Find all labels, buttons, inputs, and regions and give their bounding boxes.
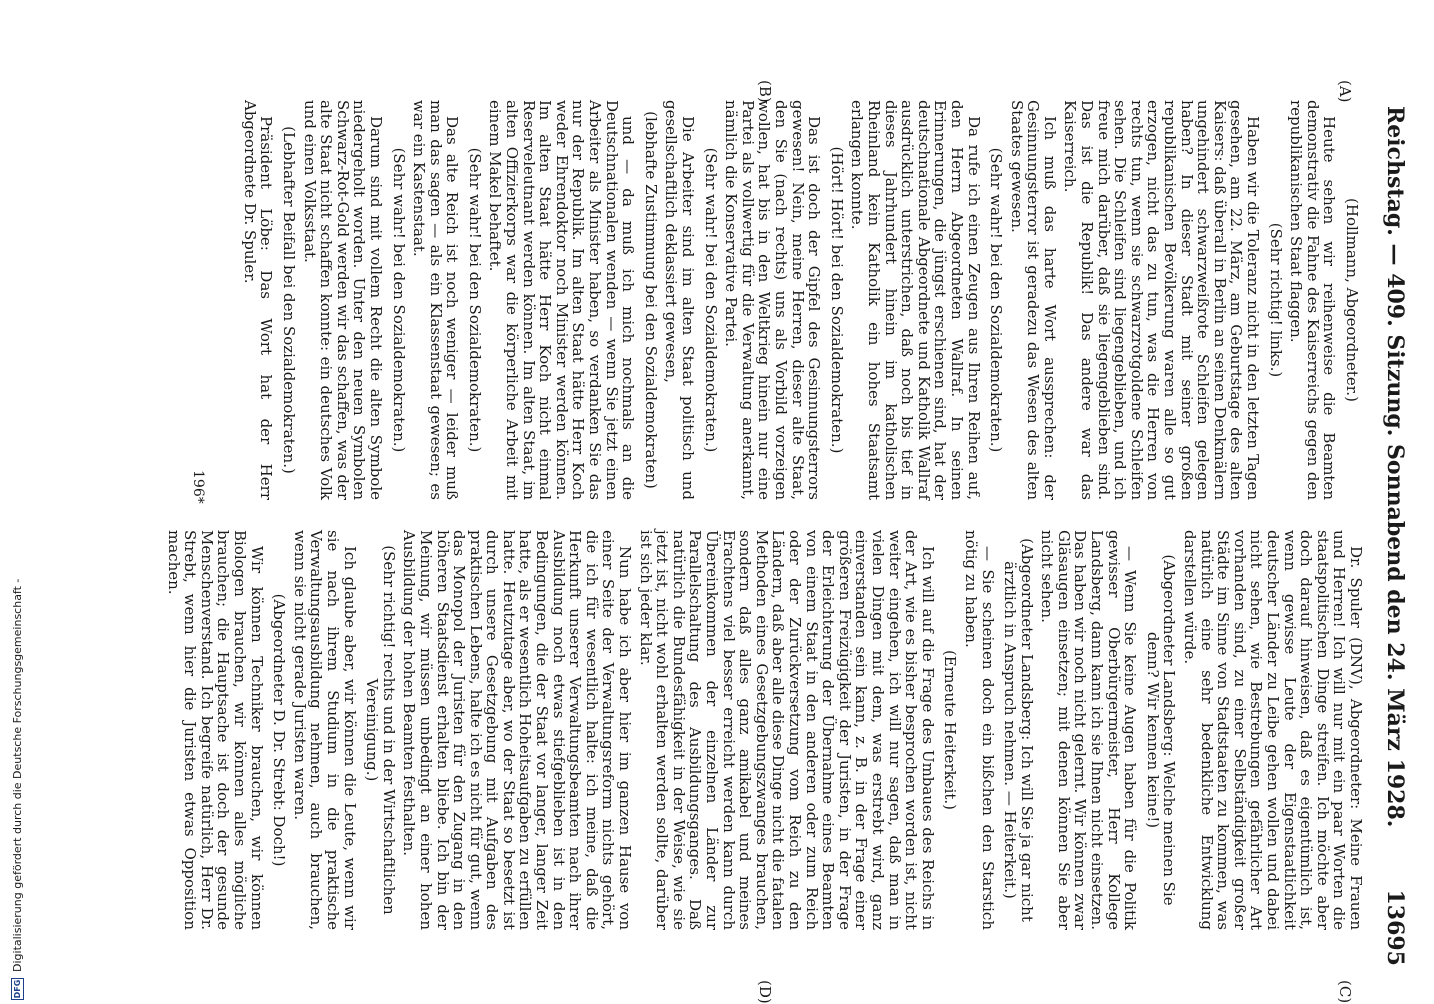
- stage-direction: (Erneute Heiterkeit.): [941, 649, 960, 811]
- right-text-column: [164, 530, 1365, 930]
- stage-direction: (Sehr wahr! bei den Sozialdemokraten.): [987, 147, 1006, 453]
- margin-marker-b: (B): [756, 80, 774, 103]
- stage-direction: (Sehr wahr! bei den Sozialdemokraten.): [701, 147, 720, 453]
- stage-direction: (Sehr wahr! bei den Sozialdemokraten.): [465, 147, 484, 453]
- left-text-column: [240, 100, 1364, 500]
- paragraph: und — da muß ich mich nochmals an die Deutschnationalen wenden — wenn Sie jetzt einen Arbeiter als Minister haben, so verdanken Sie das nur der Republik. Im alten Staat hätte Herr Koch weder Ehrendoktor noch Minister werden können. Im alten Staat hätte Herr Koch nicht einmal Reserveleutnant werden können. Im alten Staat, im alten Offizierkorps war die körperliche Arbeit mit einem Makel behaftet.: [486, 100, 638, 500]
- paragraph: Darum sind mit vollem Recht die alten Symbole niedergeholt worden. Unter den neuen Symbolen Schwarz-Rot-Gold werden wir das schaffen, was der alte Staat nicht schaffen konnte: ein deutsches Volk und einen Volksstaat.: [300, 100, 385, 500]
- paragraph: Das alte Reich ist noch weniger — leider muß man das sagen — als ein Klassenstaat gewesen; es war ein Kastenstaat.: [410, 100, 462, 500]
- stage-direction: (Abgeordneter D. Dr. Strebt: Doch!): [270, 593, 289, 867]
- header-title: Reichstag. — 409. Sitzung. Sonnabend den 24. März 1928.: [1382, 106, 1408, 828]
- paragraph: — Sie scheinen doch ein bißchen den Starstich nötig zu haben.: [961, 530, 997, 930]
- stage-direction: (Abgeordneter Landsberg: Welche meinen Sie denn? Wir kennen keine!): [1143, 554, 1179, 906]
- margin-marker-d: (D): [756, 980, 774, 1004]
- stage-direction: (Hollmann, Abgeordneter.): [1343, 198, 1361, 402]
- stage-direction: (Sehr richtig! rechts und in der Wirtschaftlichen Vereinigung.): [363, 545, 398, 915]
- stage-direction: (Hört! Hört! bei den Sozialdemokraten.): [827, 146, 846, 454]
- digitization-note: [8, 0, 26, 1000]
- paragraph: Das ist doch der Gipfel des Gesinnungsterrors gewesen! Nein, meine Herren, dieser alte Staat, den Sie (nach rechts) uns als Vorbild vorzeigen wollen, hat bis in den Weltkrieg hinein nur eine Partei als vollwertig für die Verwaltung anerkannt, nämlich die Konservative Partei.: [722, 100, 824, 500]
- footer-page-number: 196*: [190, 470, 206, 504]
- stage-direction: (Abgeordneter Landsberg: Ich will Sie ja gar nicht ärztlich in Anspruch nehmen. — Heiterkeit.): [1001, 538, 1036, 922]
- paragraph: — Wenn Sie keine Augen haben für die Politik gewisser Oberbürgermeister, Herr Kollege Landsberg, dann kann ich sie Ihnen nicht einsetzen. Das haben wir noch nicht gelernt. Wir können zwar Gläsaugen einsetzen; mit denen können Sie aber nicht sehen.: [1038, 530, 1140, 930]
- paragraph: Heute sehen wir reihenweise die Beamten demonstrativ die Fahne des Kaiserreichs gegen den republikanischen Staat flaggen.: [1287, 100, 1339, 500]
- header-page-number: 13695: [1382, 889, 1408, 966]
- paragraph: Ich glaube aber, wir können die Leute, wenn wir sie nach ihrem Studium in die praktische Verwaltungsausbildung nehmen, auch brauchen, wenn sie nicht gerade Juristen waren.: [290, 530, 359, 930]
- paragraph: Die Arbeiter sind im alten Staat politisch und gesellschaftlich deklassiert gewesen,: [662, 100, 698, 500]
- stage-direction: (Sehr richtig! links.): [1266, 222, 1285, 378]
- paragraph: Ich muß das harte Wort aussprechen: der Gesinnungsterror ist geradezu das Wesen des alten Staates gewesen.: [1007, 100, 1059, 500]
- page-header: [1374, 106, 1414, 966]
- stage-direction: (lebhafte Zustimmung bei den Sozialdemokraten): [641, 111, 660, 489]
- margin-marker-a: (A): [1336, 80, 1354, 103]
- digitization-note-text: Digitalisierung gefördert durch die Deutsche Forschungsgemeinschaft -: [10, 578, 24, 972]
- paragraph: Dr. Spuler (DNV), Abgeordneter: Meine Frauen und Herren! Ich will nur mit ein paar Worten die staatspolitischen Dinge streifen. Ich möchte aber doch darauf hinweisen, daß es eigentümlich ist, wenn gewisse Leute der Eigenstaatlichkeit deutscher Länder zu Leibe gehen wollen und dabei nicht sehen, wie Bestrebungen gefährlicher Art vorhanden sind, zu einer Selbständigkeit großer Städte im Sinne von Stadtstaaten zu kommen, was natürlich eine sehr bedenkliche Entwicklung darstellen würde.: [1181, 530, 1365, 930]
- stage-direction: (Lebhafter Beifall bei den Sozialdemokraten.): [279, 126, 298, 474]
- dfg-logo-icon: DFG: [12, 979, 22, 999]
- paragraph: Wir können Techniker brauchen, wir können Biologen brauchen, wir können alles mögliche brauchen; die Hauptsache ist doch der gesunde Menschenverstand. Ich begreife natürlich, Herr Dr. Strebt, wenn hier die Juristen etwas Opposition machen.: [164, 530, 266, 930]
- paragraph: Präsident Löbe: Das Wort hat der Herr Abgeordnete Dr. Spuler.: [240, 100, 276, 500]
- paragraph: Nun habe ich aber hier im ganzen Hause von einer Seite der Verwaltungsreform nichts gehört, die ich für wesentlich halte: ich meine, daß die Herkunft unserer Verwaltungsbeamten nach ihrer Ausbildung noch etwas stiefgeblieben ist in den Bedingungen, die der Staat vor langer, langer Zeit hatte, als er wesentlich Hoheitsaufgaben zu erfüllen hatte. Heutzutage aber, wo der Staat so besetzt ist durch unsere Gesetzgebung mit Aufgaben des praktischen Lebens, halte ich es nicht für gut, wenn das Monopol der Juristen für den Zugang in den höheren Staatsdienst erhalten bliebe. Ich bin der Meinung, wir müssen unbedingt an einer hohen Ausbildung der hohen Beamten festhalten.: [400, 530, 635, 930]
- paragraph: Da rufe ich einen Zeugen aus Ihren Reihen auf, den Herrn Abgeordneten Wallraf. In seinen Erinnerungen, die jüngst erschienen sind, hat der deutschnationale Abgeordnete und Katholik Wallraf ausdrücklich unterstrichen, daß noch bis tief in dieses Jahrhundert hinein im katholischen Rheinland kein Katholik ein hohes Staatsamt erlangen konnte.: [848, 100, 983, 500]
- stage-direction: (Sehr wahr! bei den Sozialdemokraten.): [389, 147, 408, 453]
- margin-marker-c: (C): [1336, 980, 1354, 1004]
- paragraph: Haben wir die Toleranz nicht in den letzten Tagen gesehen, am 22. März, am Geburtstage des alten Kaisers: daß überall in Berlin an seinen Denkmälern ungehindert schwarzweißrote Schleifen gelegen haben? In dieser Stadt mit seiner großen republikanischen Bevölkerung waren alle so gut erzogen, nicht das zu tun, was die Herren von rechts tun, wenn sie schwarzrotgoldene Schleifen sehen. Die Schleifen sind liegengeblieben, und ich freue mich darüber, daß sie liegengeblieben sind. Das ist die Republik! Das andere war das Kaiserreich.: [1061, 100, 1263, 500]
- paragraph: Ich will auf die Frage des Umbaues des Reichs in der Art, wie es bisher besprochen worden ist, nicht weiter eingehen, ich will nur sagen, daß man in vielen Dingen mit dem, was erstrebt wird, ganz einverstanden sein kann, z. B. in der Frage einer größeren Freizügigkeit der Juristen, in der Frage der Erleichterung der Übernahme eines Beamten von einem Staat in den anderen oder zum Reich oder der Zurückversetzung vom Reich zu den Ländern, daß aber alle diese Dinge nicht die fatalen Methoden eines Gesetzgebungszwanges brauchen, sondern daß alles ganz amikabel und meines Erachtens viel besser erreicht werden kann durch Übereinkommen der einzelnen Länder zur Parallelschaltung des Ausbildungsganges. Daß natürlich die Bundesfähigkeit in der Weise, wie sie jetzt ist, nicht wohl erhalten werden sollte, darüber ist sich jeder klar.: [636, 530, 937, 930]
